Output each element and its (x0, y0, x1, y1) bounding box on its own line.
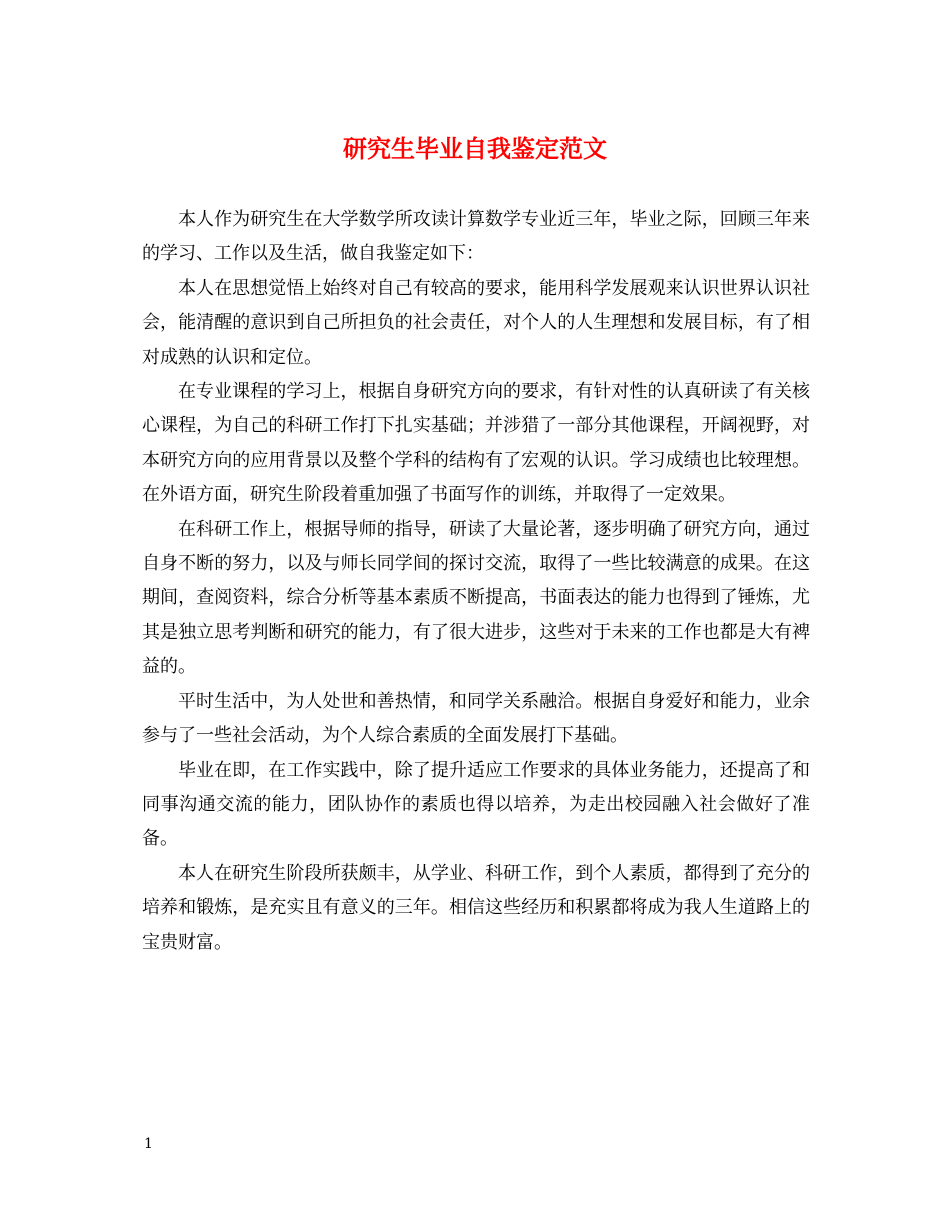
document-title: 研究生毕业自我鉴定范文 (343, 134, 607, 163)
paragraph: 本人作为研究生在大学数学所攻读计算数学专业近三年，毕业之际，回顾三年来的学习、工作以及生活，做自我鉴定如下： (142, 209, 810, 265)
page-number: 1 (144, 1136, 153, 1152)
paragraph: 本人在研究生阶段所获颇丰，从学业、科研工作，到个人素质，都得到了充分的培养和锻炼，是充实且有意义的三年。相信这些经历和积累都将成为我人生道路上的宝贵财富。 (142, 862, 810, 953)
paragraph: 在科研工作上，根据导师的指导，研读了大量论著，逐步明确了研究方向，通过自身不断的努力，以及与师长同学间的探讨交流，取得了一些比较满意的成果。在这期间，查阅资料，综合分析等基本素质不断提高，书面表达的能力也得到了锤炼，尤其是独立思考判断和研究的能力，有了很大进步，这些对于未来的工作也都是大有裨益的。 (142, 518, 810, 678)
paragraph: 本人在思想觉悟上始终对自己有较高的要求，能用科学发展观来认识世界认识社会，能清醒的意识到自己所担负的社会责任，对个人的人生理想和发展目标，有了相对成熟的认识和定位。 (142, 277, 810, 368)
document-body (142, 203, 810, 960)
paragraph: 在专业课程的学习上，根据自身研究方向的要求，有针对性的认真研读了有关核心课程，为自己的科研工作打下扎实基础；并涉猎了一部分其他课程，开阔视野，对本研究方向的应用背景以及整个学科的结构有了宏观的认识。学习成绩也比较理想。在外语方面，研究生阶段着重加强了书面写作的训练，并取得了一定效果。 (142, 381, 810, 506)
paragraph: 毕业在即，在工作实践中，除了提升适应工作要求的具体业务能力，还提高了和同事沟通交流的能力，团队协作的素质也得以培养，为走出校园融入社会做好了准备。 (142, 759, 810, 850)
paragraph: 平时生活中，为人处世和善热情，和同学关系融洽。根据自身爱好和能力，业余参与了一些社会活动，为个人综合素质的全面发展打下基础。 (142, 690, 810, 747)
